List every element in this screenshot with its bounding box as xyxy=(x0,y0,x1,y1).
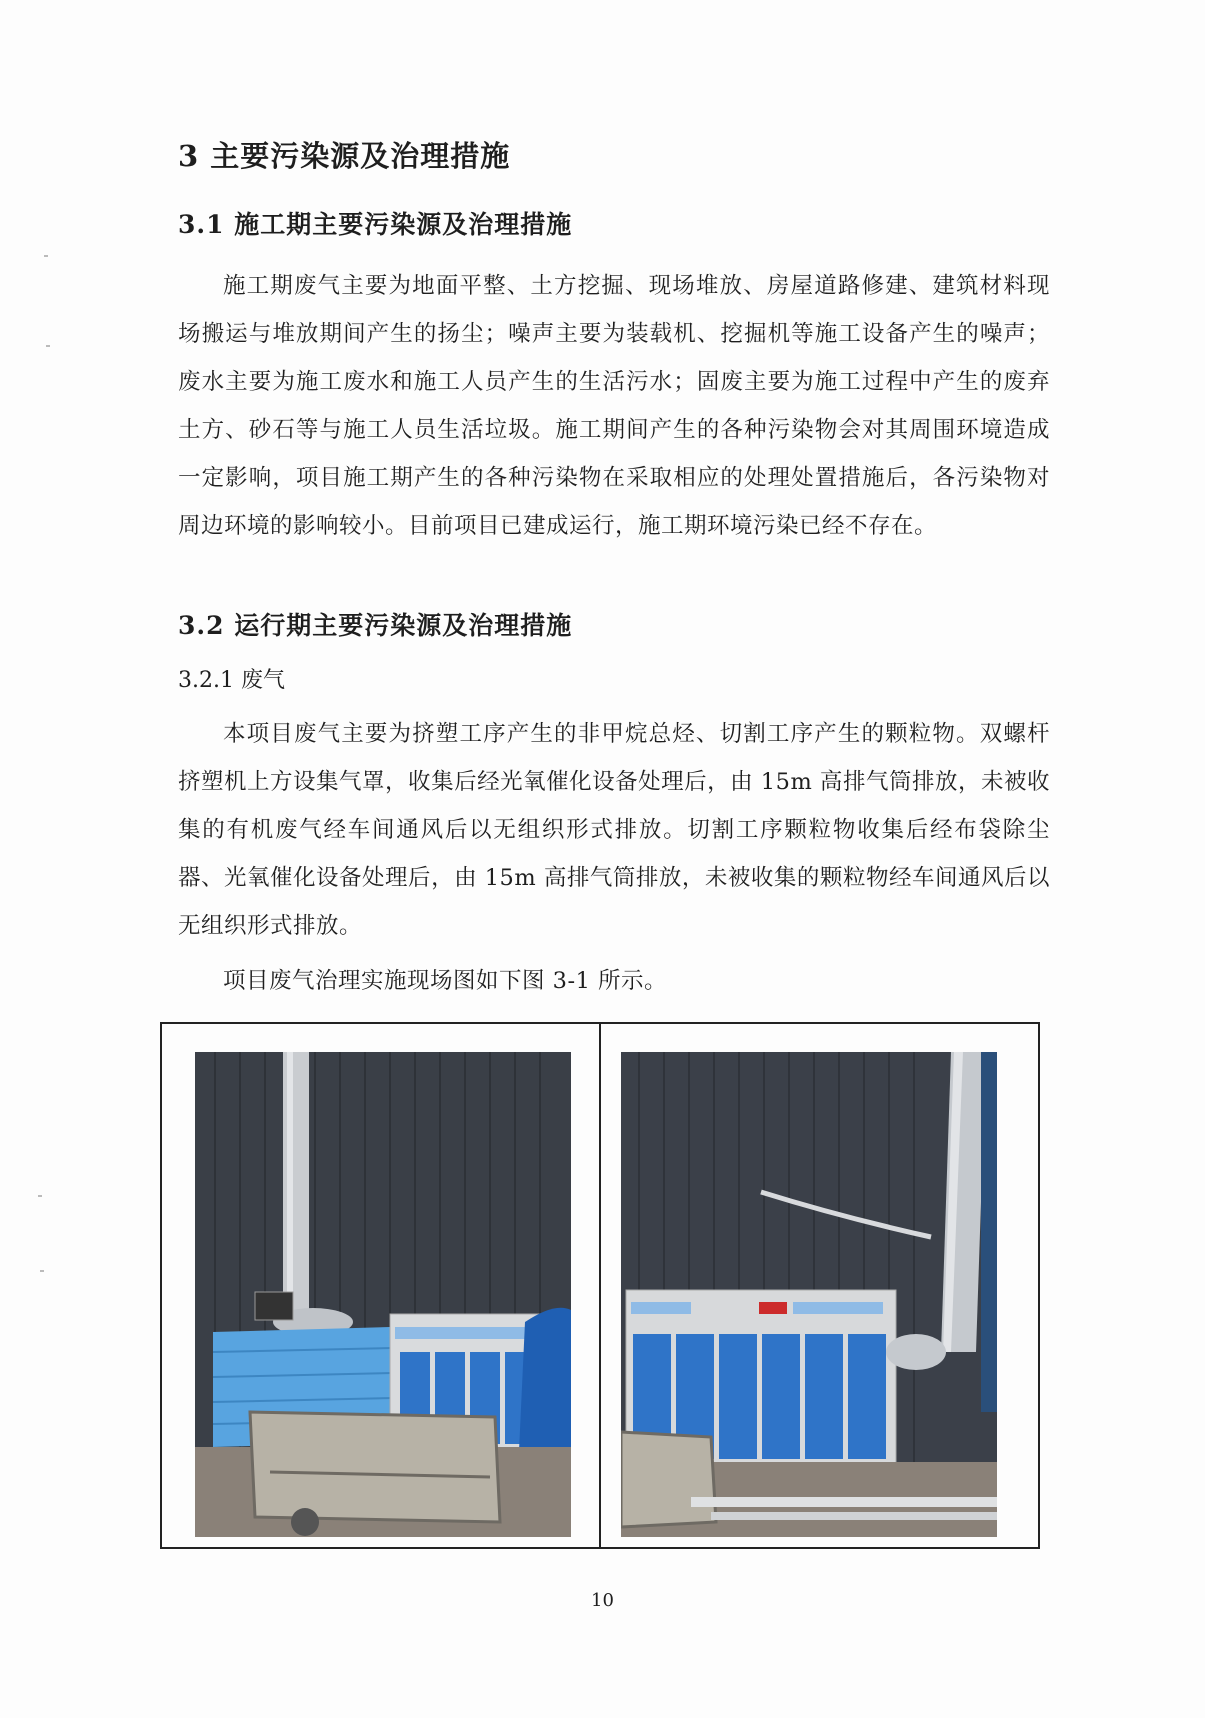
subsection-3-2-1-heading: 3.2.1 废气 xyxy=(178,668,285,693)
scan-speck xyxy=(38,1195,42,1197)
section-3-1-heading: 3.1 施工期主要污染源及治理措施 xyxy=(178,210,573,239)
figure-divider xyxy=(599,1024,601,1547)
scan-speck xyxy=(40,1270,44,1272)
scan-speck xyxy=(44,255,48,257)
section-3-2-heading: 3.2 运行期主要污染源及治理措施 xyxy=(178,611,573,640)
figure-intro-text: 项目废气治理实施现场图如下图 3-1 所示。 xyxy=(223,968,668,994)
right-site-photo-image xyxy=(621,1052,997,1537)
figure-frame xyxy=(160,1022,1040,1549)
scan-speck xyxy=(46,345,50,347)
section-3-1-paragraph: 施工期废气主要为地面平整、土方挖掘、现场堆放、房屋道路修建、建筑材料现场搬运与堆放期间产生的扬尘；噪声主要为装载机、挖掘机等施工设备产生的噪声；废水主要为施工废水和施工人员产生的生活污水；固废主要为施工过程中产生的废弃土方、砂石等与施工人员生活垃圾。施工期间产生的各种污染物会对其周围环境造成一定影响，项目施工期产生的各种污染物在采取相应的处理处置措施后，各污染物对周边环境的影响较小。目前项目已建成运行，施工期环境污染已经不存在。 xyxy=(178,273,1050,539)
chapter-heading: 3 主要污染源及治理措施 xyxy=(178,139,511,173)
left-site-photo-image xyxy=(195,1052,571,1537)
right-site-photo xyxy=(621,1052,997,1537)
left-site-photo xyxy=(195,1052,571,1537)
page-number: 10 xyxy=(591,1590,614,1611)
section-3-2-1-paragraph: 本项目废气主要为挤塑工序产生的非甲烷总烃、切割工序产生的颗粒物。双螺杆挤塑机上方设集气罩，收集后经光氧催化设备处理后，由 15m 高排气筒排放，未被收集的有机废气经车间通风后以无组织形式排放。切割工序颗粒物收集后经布袋除尘器、光氧催化设备处理后，由 15m 高排气筒排放，未被收集的颗粒物经车间通风后以无组织形式排放。 xyxy=(178,721,1050,939)
